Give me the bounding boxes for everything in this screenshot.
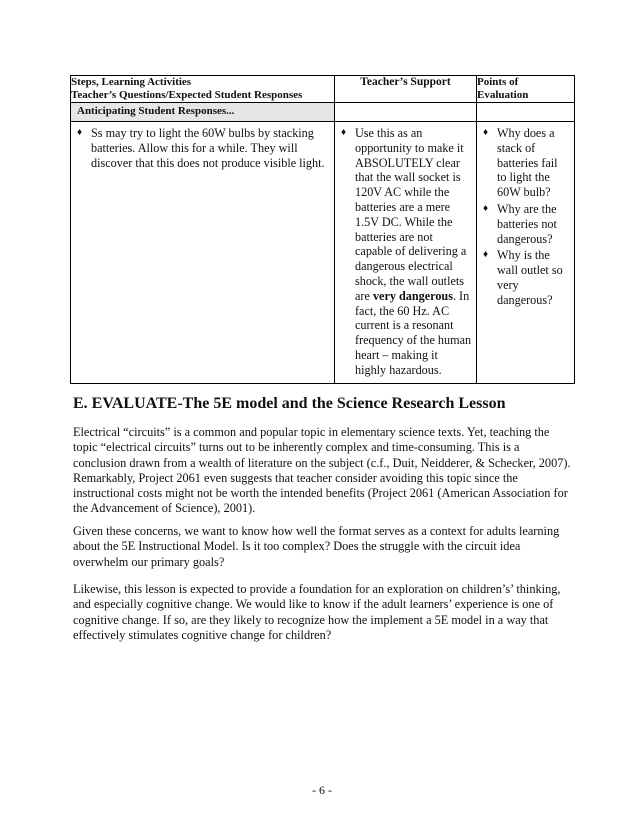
body-paragraph: Electrical “circuits” is a common and popular topic in elementary science texts. Yet, teaching the topic “electrical circuits” turns out to be inherently complex and time-consuming. This is a conclusion drawn from a wealth of literature on the subject (c.f., Duit, Neidderer, & Schecker, 2007). Remarkably, Project 2061 even suggests that teacher consider avoiding this topic since the instructional costs might not be worth the intended benefits (Project 2061 (American Association for the Advancement of Science), 2001). bbox=[73, 425, 571, 516]
support-cell bbox=[335, 122, 477, 384]
support-text: Use this as an opportunity to make it ABSOLUTELY clear that the wall socket is 120V AC while the batteries are a mere 1.5V DC. While the batteries are not capable of delivering a dangerous electrical shock, the wall outlets are bbox=[355, 126, 467, 303]
header-evaluation bbox=[477, 76, 575, 103]
steps-bullet-list bbox=[71, 122, 334, 175]
section-heading: E. EVALUATE-The 5E model and the Science Research Lesson bbox=[73, 395, 506, 412]
support-bold-text: very dangerous bbox=[372, 288, 453, 303]
evaluation-bullet: ♦ Why are the batteries not dangerous? bbox=[483, 202, 570, 246]
table-content-row bbox=[71, 122, 575, 384]
body-paragraph: Given these concerns, we want to know how well the format serves as a context for adults learning about the 5E Instructional Model. Is it too complex? Does the struggle with the circuit idea overwhelm our primary goals? bbox=[73, 524, 560, 569]
table-subheader-row bbox=[71, 103, 575, 122]
steps-bullet: ♦ Ss may try to light the 60W bulbs by stacking batteries. Allow this for a while. They will discover that this does not produce visible light. bbox=[77, 126, 330, 170]
table-header-row bbox=[71, 76, 575, 103]
support-bullet bbox=[341, 126, 472, 378]
header-evaluation-line2: Evaluation bbox=[477, 89, 529, 101]
steps-cell bbox=[71, 122, 335, 384]
evaluation-cell bbox=[477, 122, 575, 384]
header-teacher-support: Teacher’s Support bbox=[335, 76, 477, 103]
evaluation-bullet: ♦ Why is the wall outlet so very dangerous? bbox=[483, 248, 570, 307]
header-steps-line1: Steps, Learning Activities bbox=[71, 76, 192, 88]
subheader-anticipating: Anticipating Student Responses... bbox=[71, 103, 335, 122]
support-bullet-list bbox=[335, 122, 476, 383]
header-steps bbox=[71, 76, 335, 103]
header-evaluation-line1: Points of bbox=[477, 76, 519, 88]
body-paragraph: Likewise, this lesson is expected to provide a foundation for an exploration on children’s’ thinking, and especially cognitive change. We would like to know if the adult learners’ experience is one of cognitive change. If so, are they likely to recognize how the implement a 5E model in a way that effectively stimulates cognitive change for children? bbox=[73, 582, 561, 642]
evaluation-bullet-list bbox=[477, 122, 574, 313]
header-steps-line2: Teacher’s Questions/Expected Student Responses bbox=[71, 89, 303, 101]
subheader-blank-cell bbox=[335, 103, 477, 122]
page-number: - 6 - bbox=[312, 783, 332, 797]
subheader-blank-cell bbox=[477, 103, 575, 122]
lesson-table bbox=[70, 75, 575, 384]
support-text-end: . In fact, the 60 Hz. AC current is a resonant frequency of the human heart – making it highly hazardous. bbox=[355, 288, 472, 377]
evaluation-bullet: ♦ Why does a stack of batteries fail to light the 60W bulb? bbox=[483, 126, 570, 200]
